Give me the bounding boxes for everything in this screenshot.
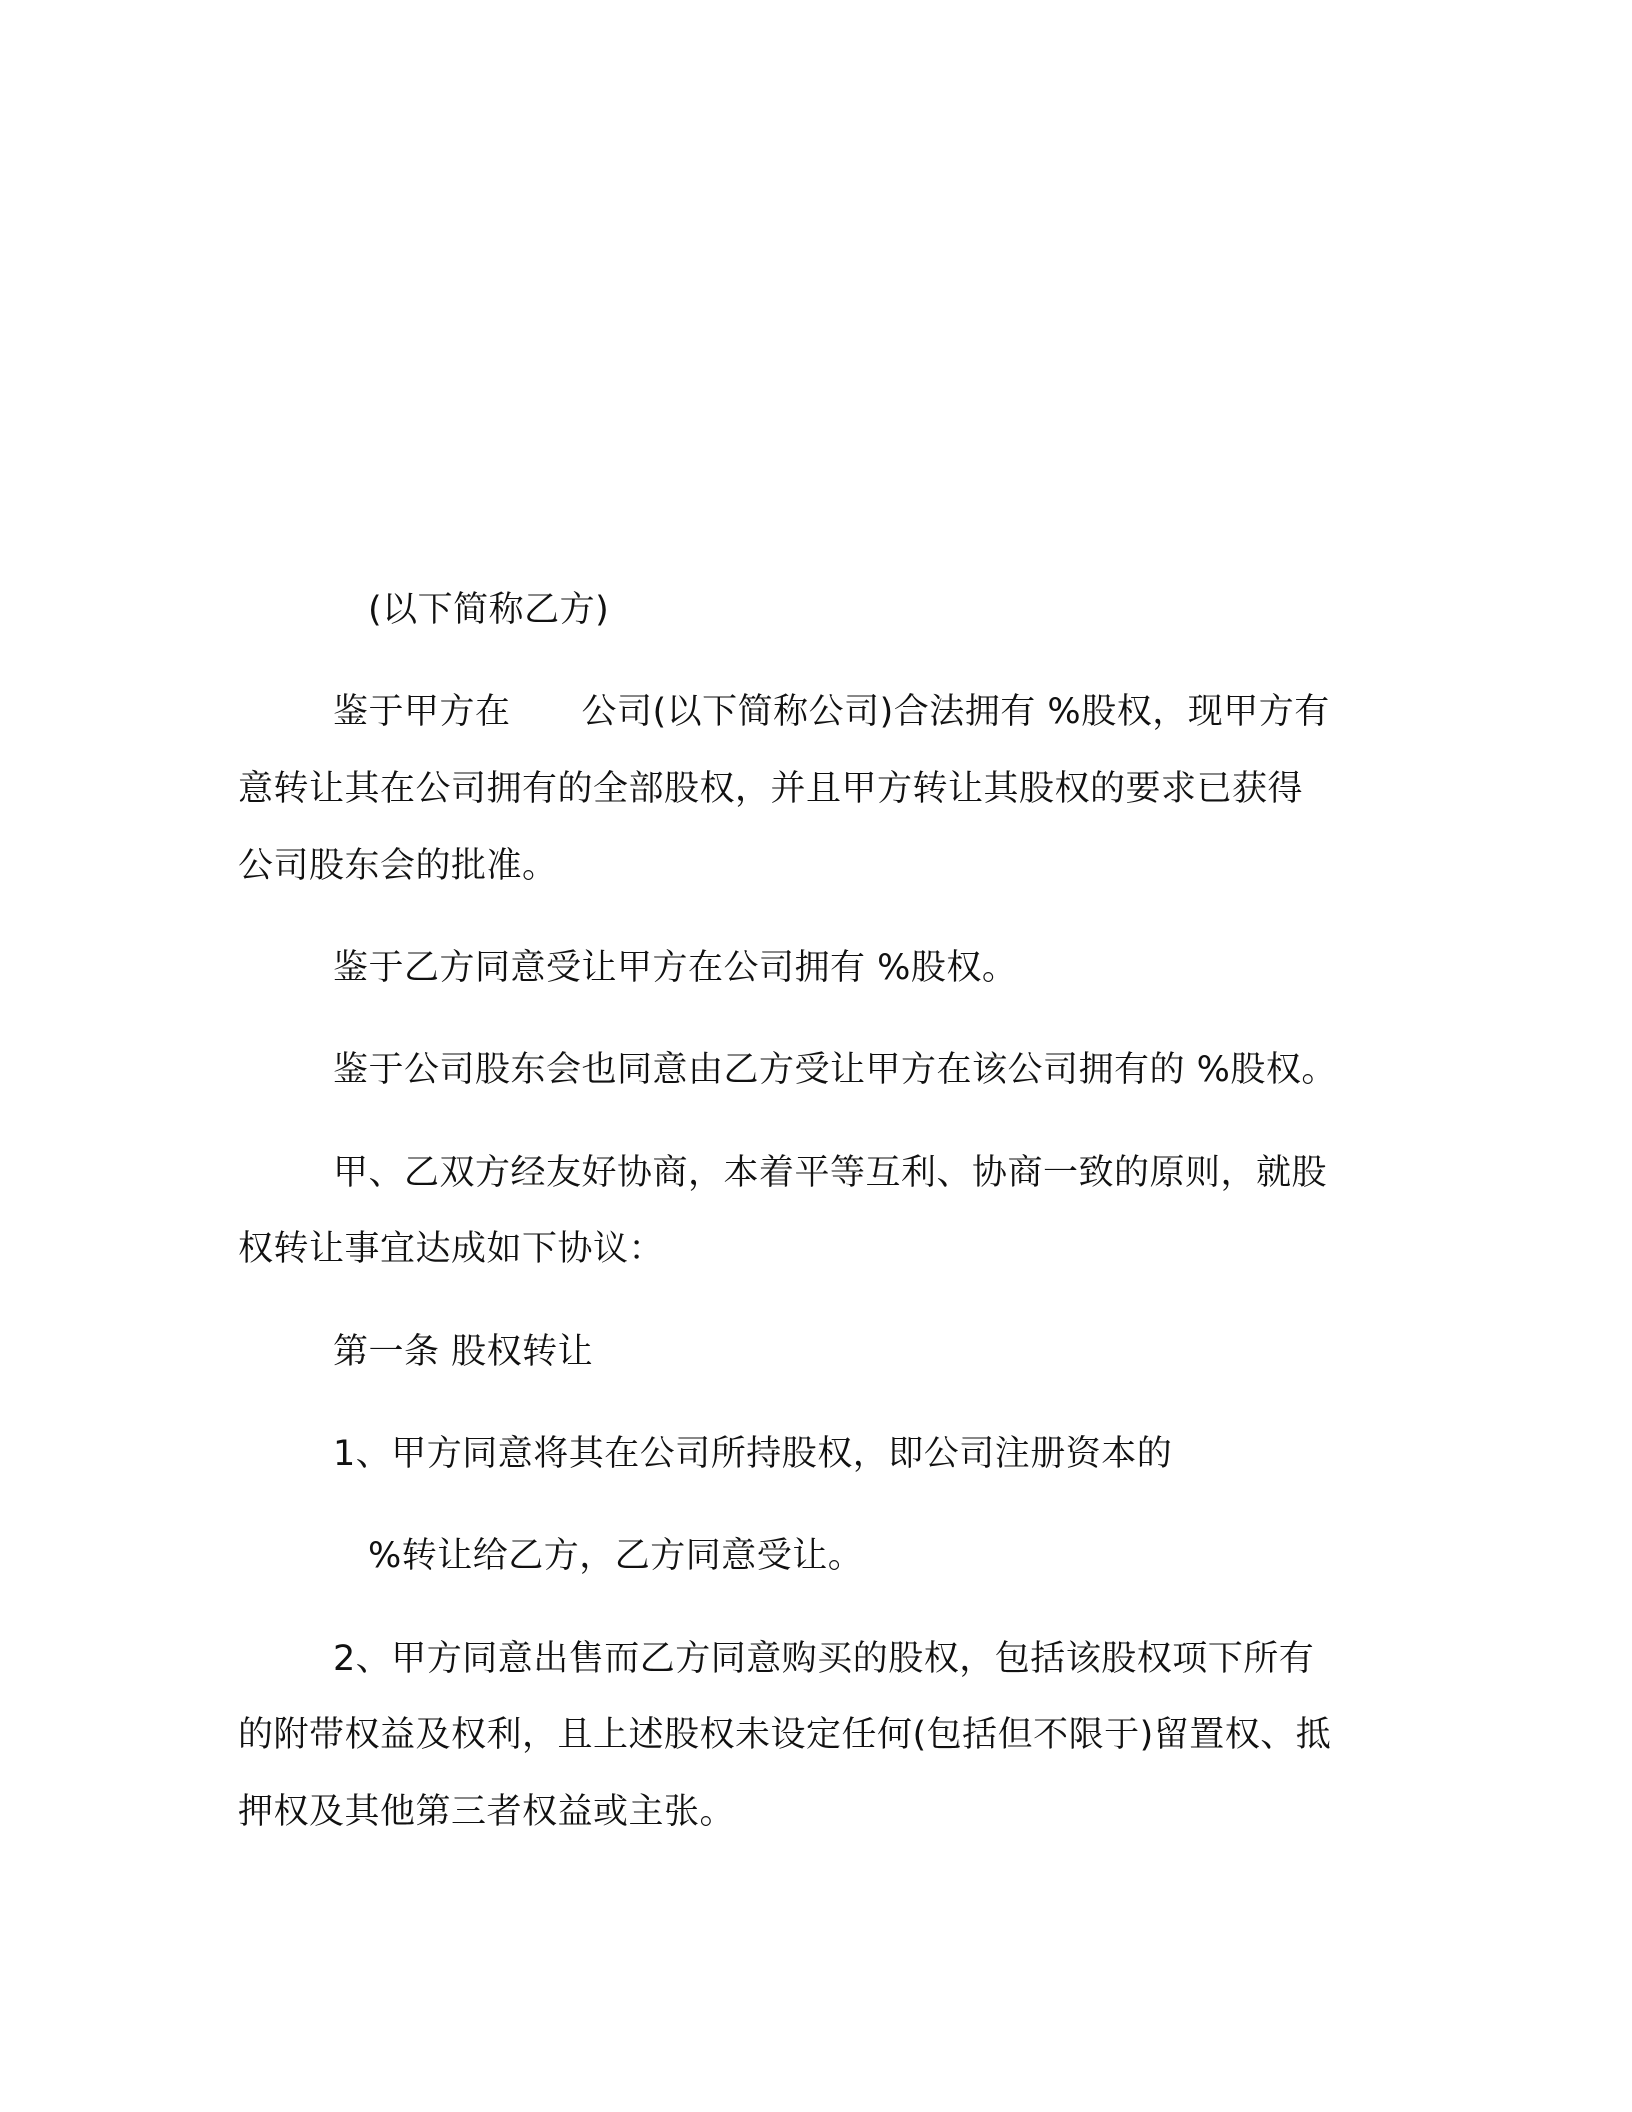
recital-2: 鉴于乙方同意受让甲方在公司拥有 %股权。	[333, 948, 1018, 988]
clause-2-line-3: 押权及其他第三者权益或主张。	[238, 1792, 736, 1832]
agreement-intro-line-1: 甲、乙双方经友好协商，本着平等互利、协商一致的原则，就股	[333, 1153, 1328, 1193]
agreement-intro-line-2: 权转让事宜达成如下协议：	[238, 1229, 665, 1269]
clause-1-line-2: %转让给乙方，乙方同意受让。	[368, 1536, 864, 1576]
clause-2-line-2: 的附带权益及权利，且上述股权未设定任何(包括但不限于)留置权、抵	[238, 1715, 1332, 1755]
clause-2-line-1: 2、甲方同意出售而乙方同意购买的股权，包括该股权项下所有	[333, 1639, 1315, 1679]
article-1-heading: 第一条 股权转让	[333, 1332, 594, 1372]
recital-1-line-1: 鉴于甲方在 公司(以下简称公司)合法拥有 %股权，现甲方有	[333, 692, 1330, 732]
recital-1-line-2: 意转让其在公司拥有的全部股权，并且甲方转让其股权的要求已获得	[238, 769, 1304, 809]
party-b-note: (以下简称乙方)	[368, 590, 610, 630]
clause-1-line-1: 1、甲方同意将其在公司所持股权，即公司注册资本的	[333, 1434, 1173, 1474]
recital-3: 鉴于公司股东会也同意由乙方受让甲方在该公司拥有的 %股权。	[333, 1050, 1337, 1090]
recital-1-line-3: 公司股东会的批准。	[238, 846, 558, 886]
